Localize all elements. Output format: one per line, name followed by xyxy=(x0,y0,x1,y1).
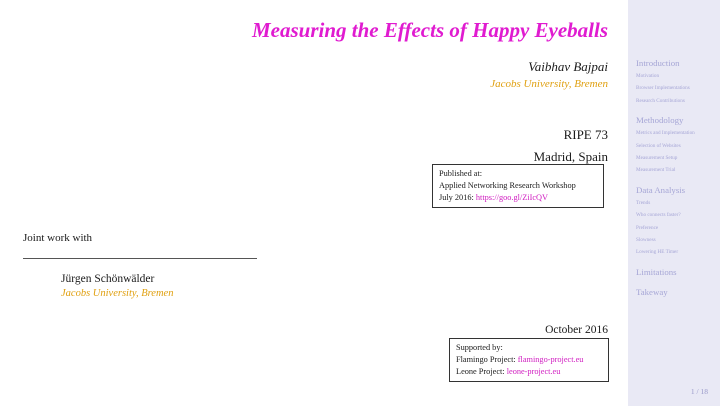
sidebar-item-browser-implementations[interactable]: Browser Implementations xyxy=(636,85,690,92)
presenter-block xyxy=(490,59,608,90)
coauthor-block xyxy=(61,273,173,299)
joint-work-label: Joint work with xyxy=(23,232,93,244)
flamingo-label: Flamingo Project: xyxy=(456,355,516,364)
sidebar-section-takeway[interactable]: Takeway xyxy=(636,286,668,297)
published-venue: Applied Networking Research Workshop xyxy=(439,181,576,190)
sidebar-item-slowness[interactable]: Slowness xyxy=(636,237,656,244)
event-block xyxy=(534,124,608,168)
event-name: RIPE 73 xyxy=(563,127,608,142)
sidebar-item-research-contributions[interactable]: Research Contributions xyxy=(636,97,685,104)
coauthor-affiliation: Jacobs University, Bremen xyxy=(61,288,174,299)
sidebar-item-preference[interactable]: Preference xyxy=(636,224,659,231)
leone-link[interactable]: leone-project.eu xyxy=(506,367,561,376)
sidebar-item-lowering-he-timer[interactable]: Lowering HE Timer xyxy=(636,249,679,256)
sidebar-item-motivation[interactable]: Motivation xyxy=(636,73,660,79)
sidebar-section-methodology[interactable]: Methodology xyxy=(636,115,684,126)
sidebar-item-metrics[interactable]: Metrics and Implementation xyxy=(636,130,695,137)
sidebar-item-trends[interactable]: Trends xyxy=(636,199,651,206)
sidebar-section-data-analysis[interactable]: Data Analysis xyxy=(636,184,686,195)
slide-title: Measuring the Effects of Happy Eyeballs xyxy=(251,18,608,42)
supported-box xyxy=(449,338,609,382)
sidebar-item-measurement-trial[interactable]: Measurement Trial xyxy=(636,167,676,174)
leone-label: Leone Project: xyxy=(456,367,505,376)
supported-line-flamingo xyxy=(456,354,602,366)
published-line xyxy=(439,192,597,204)
event-location: Madrid, Spain xyxy=(533,149,608,164)
sidebar-item-who-connects-faster[interactable]: Who connects faster? xyxy=(636,212,681,219)
presentation-date: October 2016 xyxy=(545,324,608,336)
sidebar-section-limitations[interactable]: Limitations xyxy=(636,266,677,277)
sidebar-item-selection-of-websites[interactable]: Selection of Websites xyxy=(636,142,681,149)
published-date: July 2016: xyxy=(439,193,474,202)
presenter-affiliation: Jacobs University, Bremen xyxy=(490,78,608,90)
supported-label: Supported by: xyxy=(456,343,503,352)
published-box xyxy=(432,164,604,208)
navigation-sidebar xyxy=(628,0,720,406)
coauthor-name: Jürgen Schönwälder xyxy=(61,273,155,285)
sidebar-nav xyxy=(636,57,720,299)
supported-line-leone xyxy=(456,366,602,378)
flamingo-link[interactable]: flamingo-project.eu xyxy=(517,355,584,364)
sidebar-item-measurement-setup[interactable]: Measurement Setup xyxy=(636,155,678,162)
page-number: 1 / 18 xyxy=(690,387,708,396)
published-link[interactable]: https://goo.gl/ZiIcQV xyxy=(475,193,549,202)
presenter-name: Vaibhav Bajpai xyxy=(528,59,608,74)
divider xyxy=(23,258,257,259)
published-label: Published at: xyxy=(439,169,483,178)
sidebar-section-introduction[interactable]: Introduction xyxy=(636,58,680,68)
